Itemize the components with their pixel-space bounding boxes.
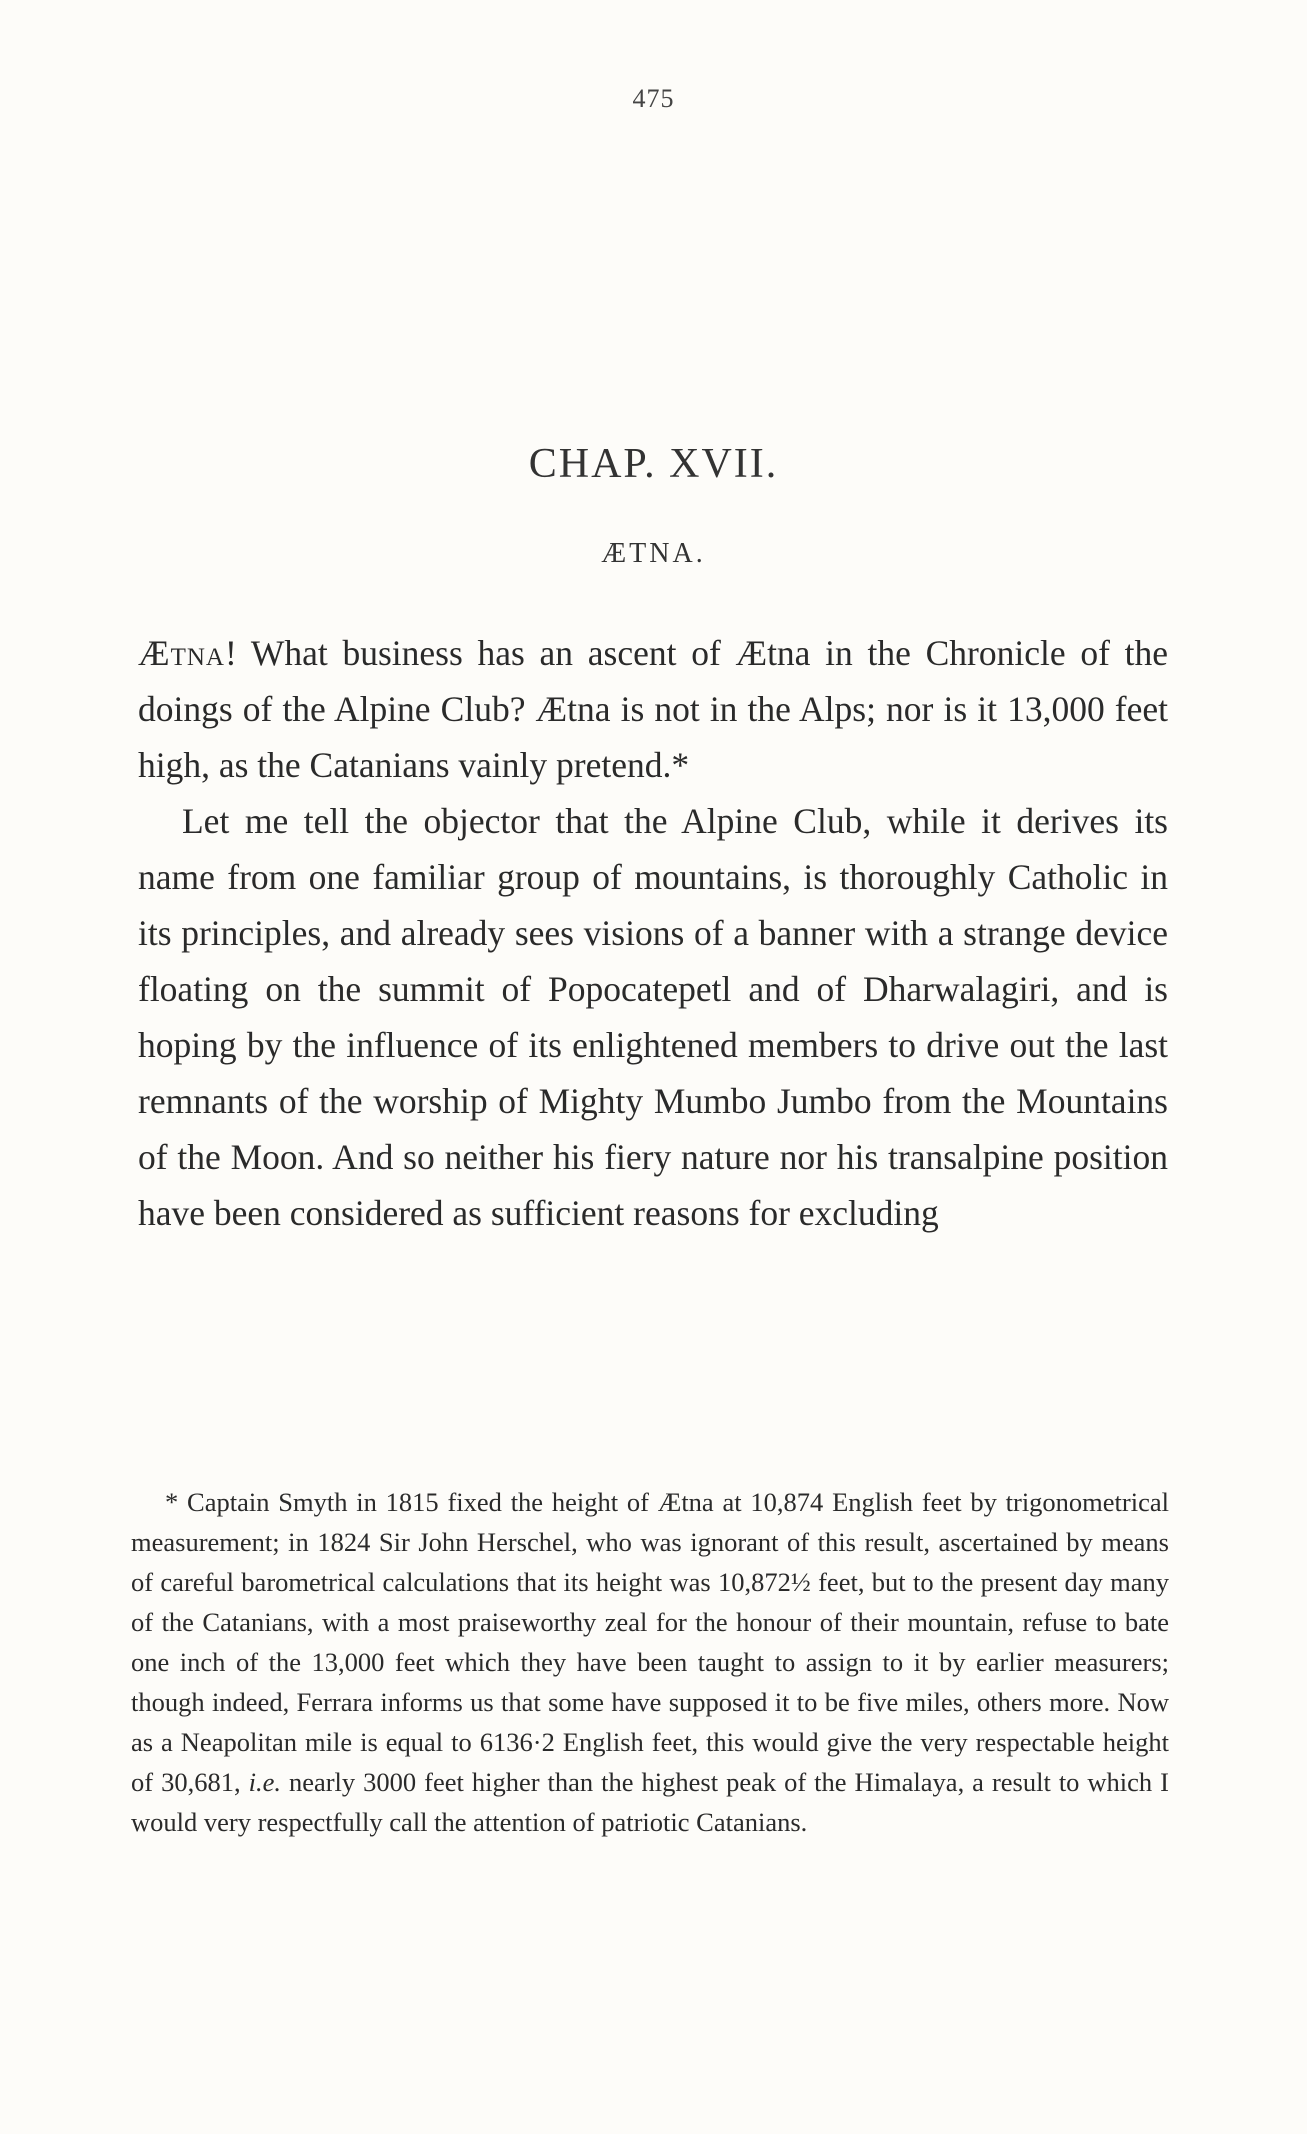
footnote-text-part1: * Captain Smyth in 1815 fixed the height of Ætna at 10,874 English feet by trigonometrical measurement; in 1824 Sir John Herschel, who was ignorant of this result, ascertained by means of careful barometrical calculations that its height was 10,872½ feet, but to the present day many of the Catanians, with a most praiseworthy zeal for the honour of their mountain, refuse to bate one inch of the 13,000 feet which they have been taught to assign to it by earlier measurers; though indeed, Ferrara informs us that some have supposed it to be five miles, others more. Now as a Neapolitan mile is equal to 6136·2 English feet, this would give the very respectable height of 30,681, [131, 1487, 1169, 1797]
footnote-italic: i.e. [248, 1767, 281, 1797]
chapter-title: CHAP. XVII. [528, 441, 779, 487]
footnote-text-part2: nearly 3000 feet higher than the highest peak of the Himalaya, a result to which I would very respectfully call the attention of patriotic Catanians. [131, 1767, 1170, 1837]
paragraph-1-text: ! What business has an ascent of Ætna in the Chronicle of the doings of the Alpine Club? Ætna is not in the Alps; nor is it 13,000 feet high, as the Catanians vainly pretend.* [138, 633, 1168, 785]
paragraph-1-lead: Ætna [138, 633, 225, 673]
footnote [131, 1482, 1169, 1842]
body-text [138, 625, 1168, 1241]
paragraph-2: Let me tell the objector that the Alpine Club, while it derives its name from one familiar group of mountains, is thoroughly Catholic in its principles, and already sees visions of a banner with a strange device floating on the summit of Popocatepetl and of Dharwalagiri, and is hoping by the influence of its enlightened members to drive out the last remnants of the worship of Mighty Mumbo Jumbo from the Mountains of the Moon. And so neither his fiery nature nor his transalpine position have been considered as sufficient reasons for excluding [138, 801, 1168, 1233]
section-title: ÆTNA. [601, 538, 706, 569]
page-number: 475 [632, 84, 675, 113]
paragraph-1 [138, 625, 1168, 793]
